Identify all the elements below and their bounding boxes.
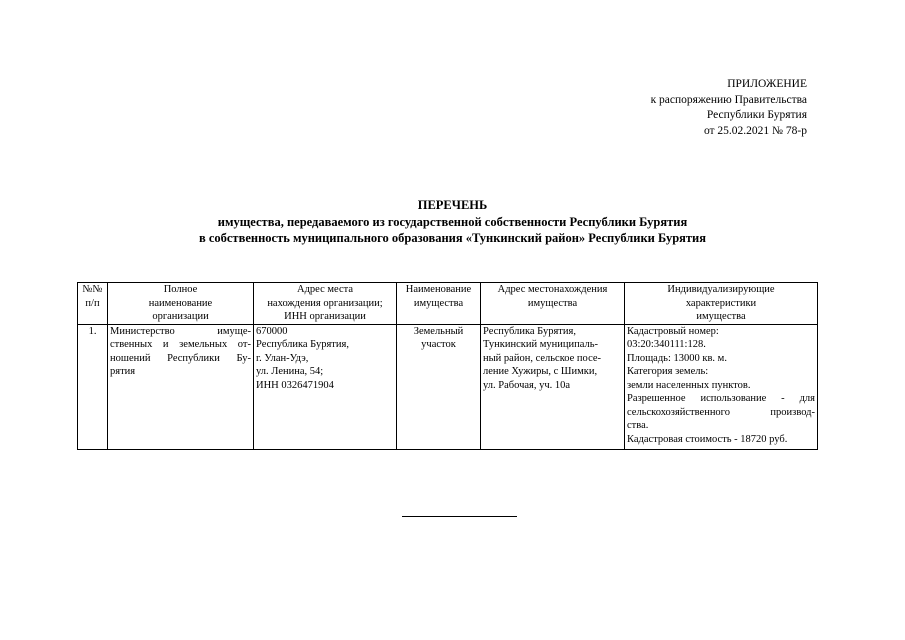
org-address-line: Республика Бурятия, [256,339,349,350]
header-property-address-line: имущества [527,297,578,309]
property-address-line: Тункинский муниципаль- [483,339,598,350]
signoff-divider [402,516,517,517]
header-org-name [108,283,254,325]
characteristics-line: земли населенных пунктов. [627,379,751,391]
header-num [78,283,108,325]
characteristics-line: 03:20:340111:128. [627,339,706,350]
org-name-line: ношений Республики Бу- [110,352,251,364]
header-property-address [481,283,625,325]
header-org-address-line: Адрес места [297,284,353,295]
org-address-line: ул. Ленина, 54; [256,366,324,377]
header-org-name-line: организации [152,311,209,322]
property-name-line: Земельный [413,325,464,337]
appendix-header [651,77,807,139]
characteristics-line: Кадастровый номер: [627,325,719,337]
cell-characteristics [625,324,818,449]
header-characteristics-line: Индивидуализирующие [667,284,775,295]
characteristics-line: Площадь: 13000 кв. м. [627,352,727,364]
org-address-line: г. Улан-Удэ, [256,352,309,364]
title-line-recipient: в собственность муниципального образования «Тункинский район» Республики Бурятия [198,231,707,245]
property-address-line: ление Хужиры, с Шимки, [483,366,598,377]
org-address-line: ИНН 0326471904 [256,379,334,391]
header-characteristics [625,283,818,325]
org-name-line: Министерство имуще- [110,325,251,337]
title-main: ПЕРЕЧЕНЬ [417,198,488,212]
header-org-address-line: ИНН организации [284,311,366,322]
property-address-line: ул. Рабочая, уч. 10а [483,379,571,391]
appendix-line-date: от 25.02.2021 № 78-р [703,124,807,137]
property-name-line: участок [421,339,456,350]
header-num-line: п/п [85,297,100,309]
header-org-address [254,283,397,325]
header-property-name [397,283,481,325]
header-num-line: №№ [82,284,103,295]
header-property-name-line: имущества [413,297,464,309]
cell-num: 1. [78,324,108,449]
header-property-address-line: Адрес местонахождения [497,284,608,295]
header-characteristics-line: имущества [696,311,746,322]
org-name-line: рятия [110,366,136,377]
cell-org-name [108,324,254,449]
cell-property-name [397,324,481,449]
characteristics-line: Разрешенное использование - для [627,393,815,404]
cell-property-address [481,324,625,449]
appendix-line-republic: Республики Бурятия [706,109,807,121]
property-address-line: Республика Бурятия, [483,325,576,337]
table-row [78,324,818,449]
header-property-name-line: Наименование [405,284,472,295]
document-title [0,197,905,247]
table-header-row [78,283,818,325]
header-org-name-line: Полное [163,284,198,295]
property-address-line: ный район, сельское посе- [483,352,602,364]
characteristics-line: ства. [627,420,649,431]
characteristics-line: Категория земель: [627,366,709,377]
property-table [77,282,818,450]
characteristics-line: Кадастровая стоимость - 18720 руб. [627,433,788,445]
org-name-line: ственных и земельных от- [110,339,251,350]
appendix-title: ПРИЛОЖЕНИЕ [727,78,807,90]
appendix-line-order: к распоряжению Правительства [650,93,807,106]
characteristics-line: сельскохозяйственного производ- [627,406,815,418]
cell-org-address [254,324,397,449]
title-line-property: имущества, передаваемого из государственной собственности Республики Бурятия [217,214,688,229]
header-org-name-line: наименование [148,297,213,309]
org-address-line: 670000 [256,325,288,337]
header-org-address-line: нахождения организации; [267,297,383,309]
header-characteristics-line: характеристики [685,297,757,309]
